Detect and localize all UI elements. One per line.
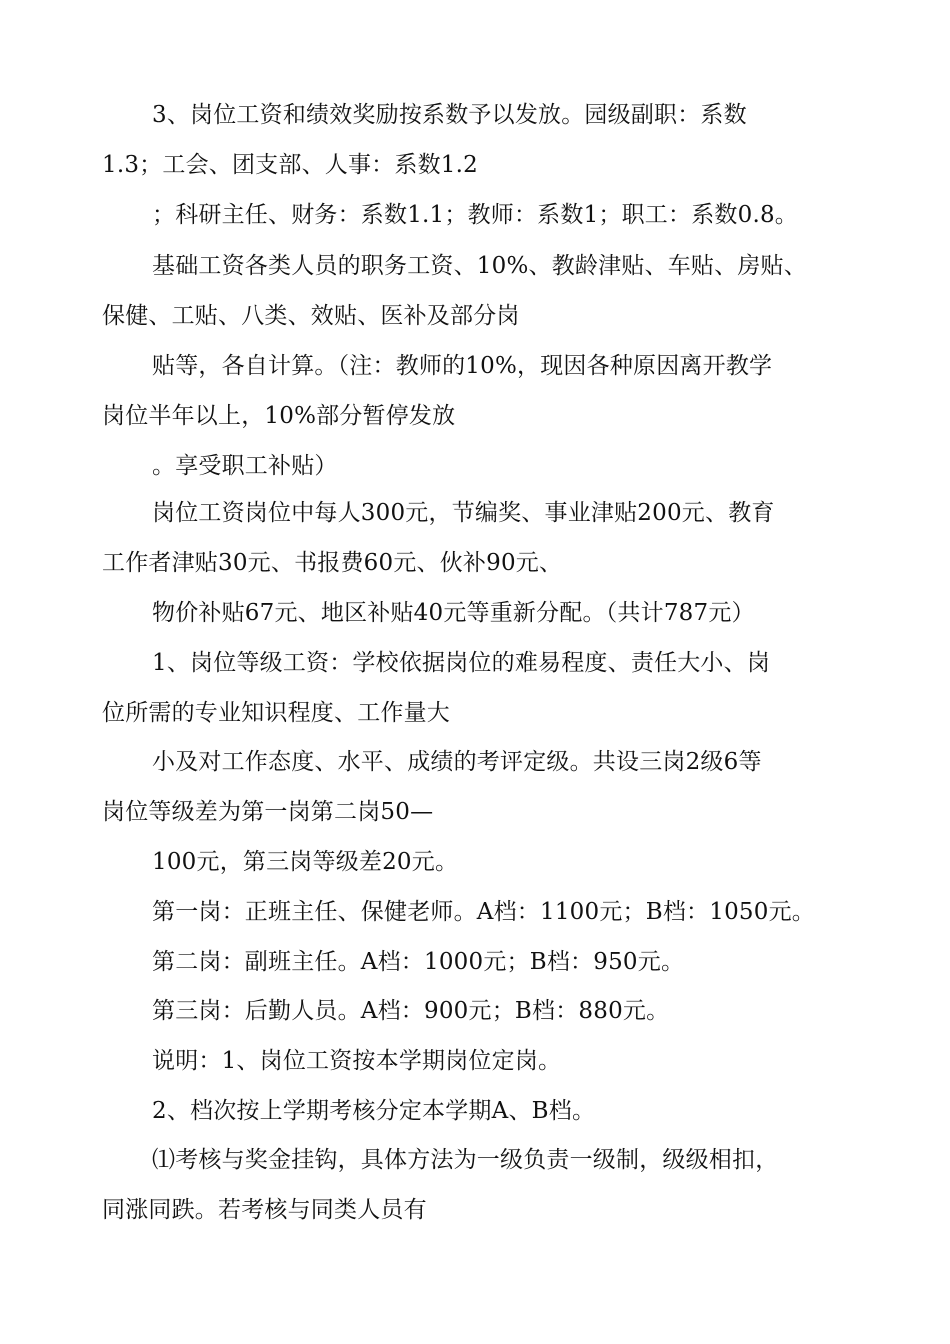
- text-line: 。享受职工补贴）: [152, 453, 338, 479]
- text-line: 说明：1、岗位工资按本学期岗位定岗。: [152, 1048, 562, 1074]
- text-line: 同涨同跌。若考核与同类人员有: [102, 1197, 427, 1223]
- text-line: 工作者津贴30元、书报费60元、伙补90元、: [102, 550, 563, 576]
- text-line: 100元，第三岗等级差20元。: [152, 849, 459, 875]
- text-line: 第二岗：副班主任。A档：1000元；B档：950元。: [152, 949, 685, 975]
- text-line: 岗位半年以上，10%部分暂停发放: [102, 403, 456, 429]
- text-line: 3、岗位工资和绩效奖励按系数予以发放。园级副职：系数: [152, 102, 747, 128]
- text-line: 第一岗：正班主任、保健老师。A档：1100元；B档：1050元。: [152, 899, 815, 925]
- text-line: 岗位工资岗位中每人300元，节编奖、事业津贴200元、教育: [152, 500, 775, 526]
- text-line: 第三岗：后勤人员。A档：900元；B档：880元。: [152, 998, 670, 1024]
- text-line: 1.3；工会、团支部、人事：系数1.2: [102, 152, 478, 178]
- text-line: ⑴考核与奖金挂钩，具体方法为一级负责一级制，级级相扣，: [152, 1147, 779, 1173]
- text-line: 2、档次按上学期考核分定本学期A、B档。: [152, 1098, 596, 1124]
- text-line: 贴等，各自计算。（注：教师的10%，现因各种原因离开教学: [152, 353, 773, 379]
- text-line: 保健、工贴、八类、效贴、医补及部分岗: [102, 303, 520, 329]
- text-line: 基础工资各类人员的职务工资、10%、教龄津贴、车贴、房贴、: [152, 253, 807, 279]
- text-line: 位所需的专业知识程度、工作量大: [102, 700, 450, 726]
- text-line: 小及对工作态度、水平、成绩的考评定级。共设三岗2级6等: [152, 749, 762, 775]
- text-line: 1、岗位等级工资：学校依据岗位的难易程度、责任大小、岗: [152, 650, 771, 676]
- text-line: 物价补贴67元、地区补贴40元等重新分配。（共计787元）: [152, 600, 755, 626]
- text-line: ；科研主任、财务：系数1.1；教师：系数1；职工：系数0.8。: [152, 202, 798, 228]
- text-line: 岗位等级差为第一岗第二岗50—: [102, 799, 434, 825]
